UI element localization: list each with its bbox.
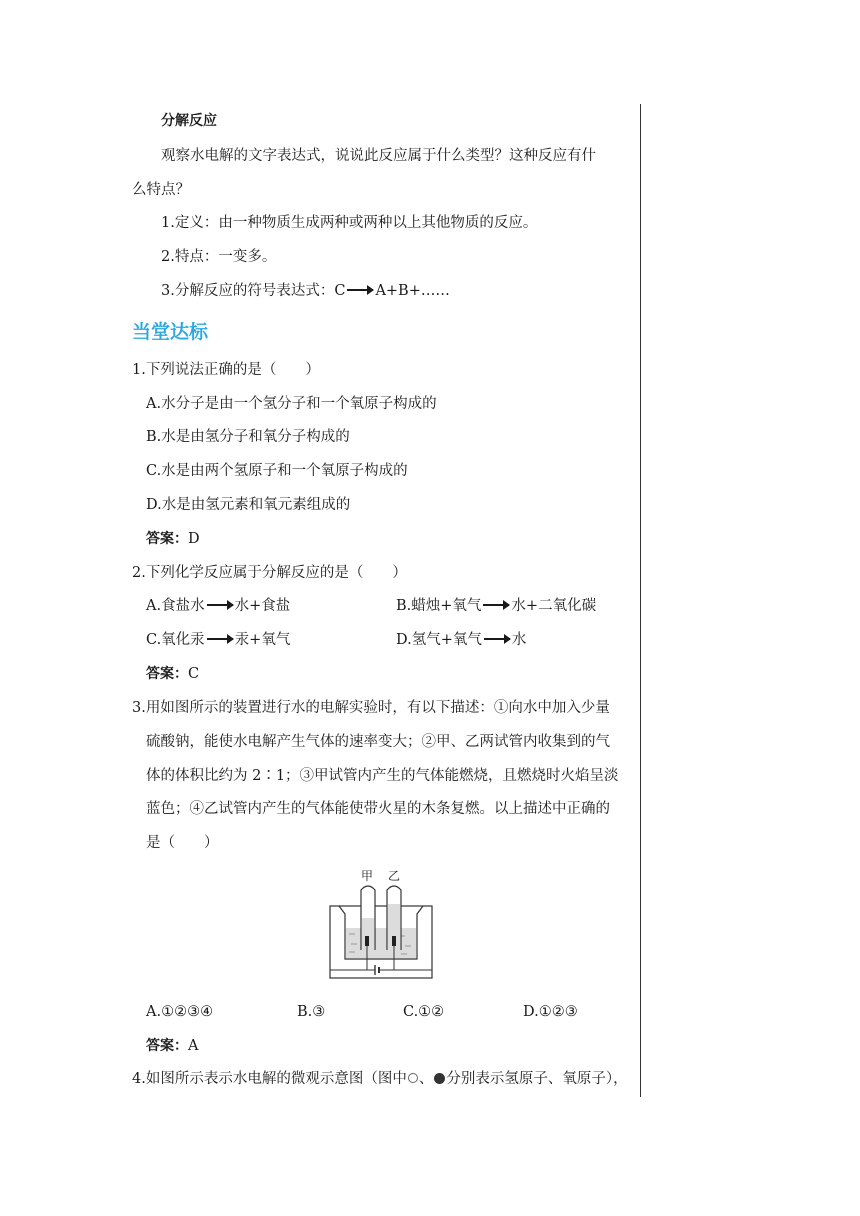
question-3-option-c: C.①② — [403, 1004, 445, 1020]
option-right: 水+二氧化碳 — [511, 598, 597, 614]
question-3-stem-line-2: 硫酸钠，能使水电解产生气体的速率变大；②甲、乙两试管内收集到的气 — [146, 734, 610, 750]
tube-label-jia: 甲 — [361, 869, 374, 883]
question-3-option-a: A.①②③④ — [146, 1004, 214, 1020]
water — [346, 928, 416, 958]
electrolysis-apparatus-figure — [325, 866, 437, 982]
electrode-jia — [365, 936, 369, 946]
question-2-option-c — [146, 630, 290, 650]
question-1-option-d: D.水是由氢元素和氧元素组成的 — [146, 497, 351, 513]
question-1-option-a: A.水分子是由一个氢分子和一个氧原子构成的 — [146, 396, 437, 412]
question-3-stem-line-1: 3.用如图所示的装置进行水的电解实验时，有以下描述：①向水中加入少量 — [132, 700, 610, 716]
question-2-option-d — [396, 630, 526, 650]
option-right: 水+食盐 — [234, 598, 291, 614]
subheading-decomposition: 分解反应 — [161, 113, 217, 129]
question-1-option-b: B.水是由氢分子和氧分子构成的 — [146, 429, 350, 445]
question-3-option-d: D.①②③ — [523, 1004, 578, 1020]
option-right: 水 — [511, 632, 527, 648]
question-4-stem-suffix: 分别表示氢原子、氧原子）， — [446, 1071, 628, 1087]
answer-value: C — [188, 666, 200, 682]
feature-text: 2.特点：一变多。 — [161, 249, 277, 265]
question-3-answer — [146, 1036, 198, 1056]
question-3-stem-line-4: 蓝色；④乙试管内产生的气体能使带火星的木条复燃。以上描述中正确的 — [146, 801, 610, 817]
reaction-arrow-icon — [483, 604, 509, 606]
question-2-option-b — [396, 596, 596, 616]
answer-label: 答案： — [146, 531, 188, 547]
question-2-answer — [146, 664, 199, 684]
question-3-option-b: B.③ — [297, 1004, 326, 1020]
section-title: 当堂达标 — [132, 321, 209, 343]
option-left: D.氢气+氧气 — [396, 632, 482, 648]
answer-label: 答案： — [146, 666, 188, 682]
reaction-arrow-icon — [207, 638, 233, 640]
question-3-stem-line-5: 是（ ） — [146, 835, 219, 851]
reaction-arrow-icon — [207, 604, 233, 606]
question-4-stem-separator: 、 — [418, 1071, 434, 1087]
oxygen-atom-icon — [434, 1073, 445, 1084]
formula-suffix: A+B+…… — [375, 283, 450, 299]
question-1-option-c: C.水是由两个氢原子和一个氧原子构成的 — [146, 463, 408, 479]
question-1-stem: 1.下列说法正确的是（ ） — [132, 362, 320, 378]
hydrogen-atom-icon — [408, 1073, 418, 1083]
definition-text: 1.定义：由一种物质生成两种或两种以上其他物质的反应。 — [161, 215, 538, 231]
formula-text — [161, 281, 450, 301]
option-left: B.蜡烛+氧气 — [396, 598, 482, 614]
formula-prefix: 3.分解反应的符号表达式：C — [161, 283, 346, 299]
tube-label-yi: 乙 — [388, 869, 401, 883]
question-2-option-a — [146, 596, 290, 616]
question-4-stem — [132, 1069, 628, 1089]
answer-label: 答案： — [146, 1038, 188, 1054]
reaction-arrow-icon — [484, 638, 510, 640]
electrode-yi — [392, 936, 396, 946]
question-2-stem: 2.下列化学反应属于分解反应的是（ ） — [132, 565, 407, 581]
reaction-arrow-icon — [347, 289, 373, 291]
intro-text: 观察水电解的文字表达式，说说此反应属于什么类型？这种反应有什 — [161, 148, 596, 164]
answer-value: D — [188, 531, 200, 547]
intro-text-cont: 么特点？ — [132, 182, 190, 198]
page-margin-line — [640, 104, 641, 1097]
option-left: C.氧化汞 — [146, 632, 205, 648]
option-right: 汞+氧气 — [234, 632, 291, 648]
question-3-stem-line-3: 体的体积比约为 2∶1；③甲试管内产生的气体能燃烧，且燃烧时火焰呈淡 — [146, 768, 619, 784]
question-4-stem-prefix: 4.如图所示表示水电解的微观示意图（图中 — [132, 1071, 407, 1087]
question-1-answer — [146, 529, 200, 549]
option-left: A.食盐水 — [146, 598, 205, 614]
answer-value: A — [188, 1038, 199, 1054]
